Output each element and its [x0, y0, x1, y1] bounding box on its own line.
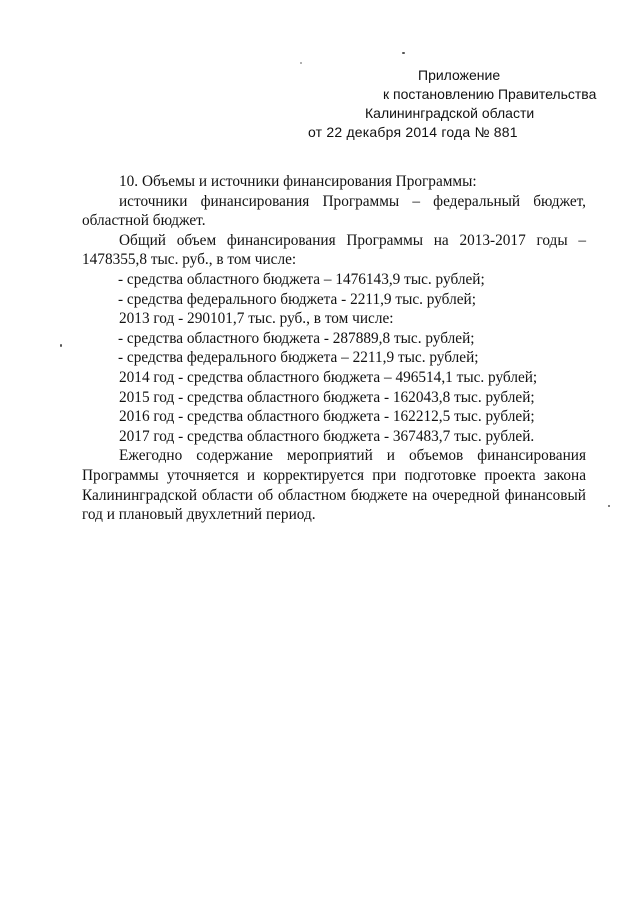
total-line-1: Общий объем финансирования Программы на 2013-2017 годы –	[119, 231, 586, 249]
appendix-title: Приложение	[418, 67, 501, 83]
scan-speck	[300, 62, 302, 64]
year-2016: 2016 год - средства областного бюджета - 162212,5 тыс. рублей;	[119, 408, 535, 426]
total-federal: - средства федерального бюджета - 2211,9 тыс. рублей;	[118, 290, 476, 308]
year-2015: 2015 год - средства областного бюджета - 162043,8 тыс. рублей;	[119, 388, 535, 406]
annual-line-3: Калининградской области об областном бюджете на очередной финансовый	[82, 486, 586, 504]
total-line-2: 1478355,8 тыс. руб., в том числе:	[82, 251, 297, 269]
appendix-header	[300, 66, 597, 142]
sources-line-1: источники финансирования Программы – федеральный бюджет,	[119, 192, 586, 210]
year-2013: 2013 год - 290101,7 тыс. руб., в том числе:	[119, 310, 394, 328]
appendix-date-line: от 22 декабря 2014 года № 881	[308, 124, 518, 140]
year-2013-federal: - средства федерального бюджета – 2211,9 тыс. рублей;	[118, 349, 479, 367]
year-2017: 2017 год - средства областного бюджета - 367483,7 тыс. рублей.	[119, 427, 535, 445]
year-2014: 2014 год - средства областного бюджета – 496514,1 тыс. рублей;	[119, 368, 538, 386]
annual-line-2: Программы уточняется и корректируется при подготовке проекта закона	[82, 466, 586, 484]
scan-speck	[60, 344, 62, 347]
section-title: 10. Объемы и источники финансирования Программы:	[119, 173, 477, 190]
appendix-decree-line: к постановлению Правительства	[383, 86, 597, 102]
year-2013-regional: - средства областного бюджета - 287889,8 тыс. рублей;	[118, 329, 475, 347]
total-regional: - средства областного бюджета – 1476143,9 тыс. рублей;	[118, 270, 485, 288]
document-body	[82, 172, 586, 525]
scan-speck	[608, 505, 610, 507]
annual-line-4: год и плановый двухлетний период.	[82, 506, 316, 524]
scan-speck	[402, 52, 405, 54]
annual-line-1: Ежегодно содержание мероприятий и объемов финансирования	[119, 447, 586, 465]
appendix-region-line: Калининградской области	[365, 105, 535, 121]
sources-line-2: областной бюджет.	[82, 212, 206, 230]
